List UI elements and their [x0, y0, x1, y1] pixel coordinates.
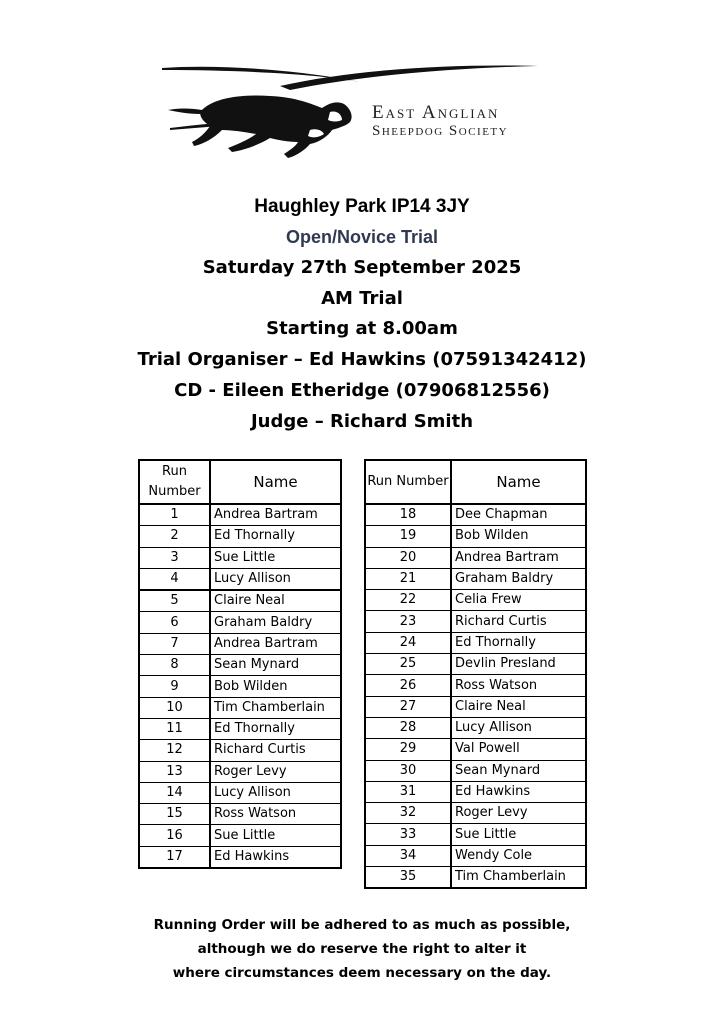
- handler-name-cell: Andrea Bartram: [451, 547, 586, 568]
- run-number-cell: 34: [365, 845, 451, 866]
- handler-name-cell: Ed Hawkins: [210, 846, 341, 868]
- handler-name-cell: Dee Chapman: [451, 504, 586, 526]
- table-row: [365, 504, 586, 526]
- table-row: [365, 611, 586, 632]
- table-row: [365, 526, 586, 547]
- handler-name-cell: Sue Little: [210, 547, 341, 568]
- handler-name-cell: Sean Mynard: [210, 655, 341, 676]
- handler-name-cell: Graham Baldry: [451, 568, 586, 589]
- handler-name-cell: Celia Frew: [451, 590, 586, 611]
- table-row: [139, 804, 341, 825]
- start-time-heading: Starting at 8.00am: [266, 318, 458, 339]
- table-row: [365, 739, 586, 760]
- run-number-cell: 24: [365, 632, 451, 653]
- date-heading: Saturday 27th September 2025: [202, 257, 522, 278]
- run-number-cell: 19: [365, 526, 451, 547]
- handler-name-cell: Ed Hawkins: [451, 781, 586, 802]
- table-header-row: [365, 460, 586, 504]
- handler-name-cell: Sue Little: [210, 825, 341, 846]
- run-number-cell: 22: [365, 590, 451, 611]
- run-number-cell: 10: [139, 697, 210, 718]
- handler-name-cell: Bob Wilden: [451, 526, 586, 547]
- run-number-header: [139, 460, 210, 504]
- footer-line-2: although we do reserve the right to alter it: [197, 941, 527, 957]
- table-row: [139, 612, 341, 633]
- table-row: [365, 781, 586, 802]
- run-number-cell: 17: [139, 846, 210, 868]
- handler-name-cell: Claire Neal: [451, 696, 586, 717]
- handler-name-cell: Sue Little: [451, 824, 586, 845]
- society-logo: [160, 60, 545, 170]
- run-number-header-line1: Run: [162, 464, 187, 479]
- handler-name-cell: Graham Baldry: [210, 612, 341, 633]
- venue-heading: Haughley Park IP14 3JY: [254, 196, 470, 217]
- handler-name-cell: Bob Wilden: [210, 676, 341, 697]
- run-number-cell: 2: [139, 526, 210, 547]
- run-number-cell: 13: [139, 761, 210, 782]
- table-row: [139, 504, 341, 526]
- table-row: [365, 824, 586, 845]
- handler-name-cell: Ross Watson: [451, 675, 586, 696]
- table-row: [365, 632, 586, 653]
- run-number-cell: 18: [365, 504, 451, 526]
- run-number-cell: 31: [365, 781, 451, 802]
- run-number-cell: 11: [139, 718, 210, 739]
- run-number-cell: 32: [365, 803, 451, 824]
- table-row: [139, 718, 341, 739]
- cd-heading: CD - Eileen Etheridge (07906812556): [174, 380, 550, 401]
- run-number-cell: 4: [139, 568, 210, 590]
- table-row: [365, 867, 586, 889]
- table-row: [139, 633, 341, 654]
- run-number-cell: 9: [139, 676, 210, 697]
- run-number-cell: 15: [139, 804, 210, 825]
- table-row: [365, 803, 586, 824]
- table-row: [139, 697, 341, 718]
- handler-name-cell: Andrea Bartram: [210, 504, 341, 526]
- table-row: [139, 655, 341, 676]
- run-number-cell: 25: [365, 654, 451, 675]
- run-number-cell: 8: [139, 655, 210, 676]
- table-header-row: [139, 460, 341, 504]
- trial-type-heading: Open/Novice Trial: [285, 227, 439, 247]
- table-row: [365, 675, 586, 696]
- run-number-header-line2: Number: [148, 484, 201, 499]
- run-number-cell: 14: [139, 782, 210, 803]
- handler-name-cell: Ed Thornally: [451, 632, 586, 653]
- run-number-header: Run Number: [365, 460, 451, 504]
- run-number-cell: 16: [139, 825, 210, 846]
- table-row: [139, 676, 341, 697]
- judge-heading: Judge – Richard Smith: [250, 411, 474, 432]
- table-row: [365, 654, 586, 675]
- run-number-cell: 28: [365, 717, 451, 738]
- society-name: [372, 103, 508, 139]
- table-row: [365, 696, 586, 717]
- running-order-table-right: [364, 459, 587, 889]
- handler-name-cell: Ed Thornally: [210, 526, 341, 547]
- table-row: [139, 526, 341, 547]
- run-number-cell: 12: [139, 740, 210, 761]
- society-name-line2: Sheepdog Society: [372, 123, 509, 139]
- footer-line-3: where circumstances deem necessary on the day.: [172, 965, 552, 981]
- run-number-cell: 26: [365, 675, 451, 696]
- handler-name-cell: Lucy Allison: [210, 782, 341, 803]
- footer-line-1: Running Order will be adhered to as much as possible,: [153, 917, 571, 933]
- run-number-cell: 20: [365, 547, 451, 568]
- table-row: [139, 590, 341, 612]
- society-name-line1: East Anglian: [372, 102, 500, 123]
- session-heading: AM Trial: [321, 288, 403, 309]
- table-row: [365, 568, 586, 589]
- handler-name-cell: Sean Mynard: [451, 760, 586, 781]
- organiser-heading: Trial Organiser – Ed Hawkins (07591342412): [137, 349, 587, 370]
- handler-name-cell: Devlin Presland: [451, 654, 586, 675]
- table-row: [365, 760, 586, 781]
- run-number-cell: 30: [365, 760, 451, 781]
- run-number-cell: 27: [365, 696, 451, 717]
- footer-note: [0, 913, 724, 985]
- run-number-cell: 33: [365, 824, 451, 845]
- handler-name-cell: Richard Curtis: [451, 611, 586, 632]
- table-row: [365, 547, 586, 568]
- run-number-cell: 29: [365, 739, 451, 760]
- run-number-cell: 6: [139, 612, 210, 633]
- handler-name-cell: Claire Neal: [210, 590, 341, 612]
- table-row: [365, 845, 586, 866]
- handler-name-cell: Andrea Bartram: [210, 633, 341, 654]
- handler-name-cell: Roger Levy: [210, 761, 341, 782]
- handler-name-cell: Val Powell: [451, 739, 586, 760]
- table-row: [365, 717, 586, 738]
- run-number-cell: 3: [139, 547, 210, 568]
- table-row: [139, 761, 341, 782]
- running-order-table-left: [138, 459, 342, 869]
- table-row: [139, 740, 341, 761]
- table-row: [139, 846, 341, 868]
- table-row: [365, 590, 586, 611]
- run-number-cell: 35: [365, 867, 451, 889]
- handler-name-cell: Roger Levy: [451, 803, 586, 824]
- table-row: [139, 782, 341, 803]
- handler-name-cell: Wendy Cole: [451, 845, 586, 866]
- handler-name-cell: Lucy Allison: [451, 717, 586, 738]
- handler-name-cell: Tim Chamberlain: [210, 697, 341, 718]
- run-number-cell: 21: [365, 568, 451, 589]
- table-row: [139, 568, 341, 590]
- run-number-cell: 23: [365, 611, 451, 632]
- handler-name-cell: Lucy Allison: [210, 568, 341, 590]
- run-number-cell: 1: [139, 504, 210, 526]
- run-number-cell: 5: [139, 590, 210, 612]
- table-row: [139, 547, 341, 568]
- handler-name-cell: Tim Chamberlain: [451, 867, 586, 889]
- name-header: Name: [210, 460, 341, 504]
- name-header: Name: [451, 460, 586, 504]
- run-number-cell: 7: [139, 633, 210, 654]
- handler-name-cell: Richard Curtis: [210, 740, 341, 761]
- handler-name-cell: Ed Thornally: [210, 718, 341, 739]
- handler-name-cell: Ross Watson: [210, 804, 341, 825]
- table-row: [139, 825, 341, 846]
